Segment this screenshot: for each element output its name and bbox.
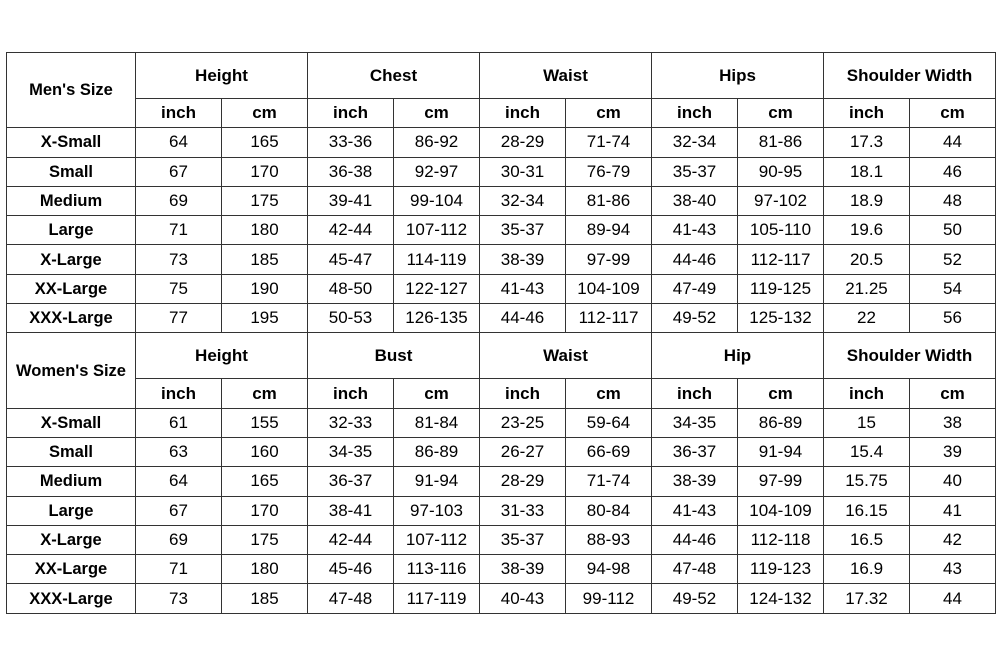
- table-row: [7, 555, 996, 584]
- measurement-cell: 32-33: [308, 408, 394, 437]
- unit-inch-header: inch: [824, 99, 910, 128]
- table-row: [7, 525, 996, 554]
- measurement-cell: 17.32: [824, 584, 910, 613]
- measurement-cell: 112-117: [566, 304, 652, 333]
- measurement-cell: 81-84: [394, 408, 480, 437]
- measurement-cell: 44: [910, 584, 996, 613]
- measurement-cell: 23-25: [480, 408, 566, 437]
- measurement-cell: 61: [136, 408, 222, 437]
- measurement-cell: 31-33: [480, 496, 566, 525]
- unit-inch-header: inch: [308, 99, 394, 128]
- measurement-cell: 18.9: [824, 186, 910, 215]
- measurement-cell: 44-46: [652, 245, 738, 274]
- measurement-cell: 122-127: [394, 274, 480, 303]
- measurement-cell: 38-39: [652, 467, 738, 496]
- men-group-header: Shoulder Width: [824, 53, 996, 99]
- men-group-header: Chest: [308, 53, 480, 99]
- measurement-cell: 42-44: [308, 216, 394, 245]
- measurement-cell: 34-35: [308, 437, 394, 466]
- measurement-cell: 67: [136, 157, 222, 186]
- measurement-cell: 20.5: [824, 245, 910, 274]
- measurement-cell: 36-37: [308, 467, 394, 496]
- women-group-header: Shoulder Width: [824, 333, 996, 379]
- measurement-cell: 165: [222, 128, 308, 157]
- size-name-cell: X-Small: [7, 128, 136, 157]
- table-row: [7, 274, 996, 303]
- men-size-header: Men's Size: [7, 53, 136, 128]
- size-name-cell: Large: [7, 496, 136, 525]
- measurement-cell: 80-84: [566, 496, 652, 525]
- measurement-cell: 35-37: [652, 157, 738, 186]
- table-row: [7, 584, 996, 613]
- size-name-cell: Small: [7, 437, 136, 466]
- measurement-cell: 42-44: [308, 525, 394, 554]
- measurement-cell: 125-132: [738, 304, 824, 333]
- measurement-cell: 104-109: [566, 274, 652, 303]
- measurement-cell: 36-38: [308, 157, 394, 186]
- measurement-cell: 180: [222, 555, 308, 584]
- measurement-cell: 19.6: [824, 216, 910, 245]
- table-row: [7, 437, 996, 466]
- size-name-cell: XXX-Large: [7, 584, 136, 613]
- measurement-cell: 45-47: [308, 245, 394, 274]
- measurement-cell: 119-125: [738, 274, 824, 303]
- measurement-cell: 44-46: [652, 525, 738, 554]
- unit-cm-header: cm: [738, 379, 824, 408]
- men-group-header: Hips: [652, 53, 824, 99]
- measurement-cell: 81-86: [566, 186, 652, 215]
- measurement-cell: 104-109: [738, 496, 824, 525]
- measurement-cell: 92-97: [394, 157, 480, 186]
- measurement-cell: 35-37: [480, 216, 566, 245]
- measurement-cell: 48-50: [308, 274, 394, 303]
- measurement-cell: 117-119: [394, 584, 480, 613]
- measurement-cell: 165: [222, 467, 308, 496]
- measurement-cell: 16.9: [824, 555, 910, 584]
- measurement-cell: 45-46: [308, 555, 394, 584]
- measurement-cell: 175: [222, 186, 308, 215]
- measurement-cell: 16.5: [824, 525, 910, 554]
- measurement-cell: 99-112: [566, 584, 652, 613]
- measurement-cell: 38-41: [308, 496, 394, 525]
- table-row: [7, 128, 996, 157]
- measurement-cell: 90-95: [738, 157, 824, 186]
- measurement-cell: 40: [910, 467, 996, 496]
- women-group-header-row: [7, 333, 996, 379]
- measurement-cell: 64: [136, 467, 222, 496]
- table-row: [7, 304, 996, 333]
- measurement-cell: 76-79: [566, 157, 652, 186]
- measurement-cell: 170: [222, 157, 308, 186]
- measurement-cell: 63: [136, 437, 222, 466]
- measurement-cell: 67: [136, 496, 222, 525]
- measurement-cell: 41-43: [652, 216, 738, 245]
- unit-inch-header: inch: [652, 99, 738, 128]
- women-group-header: Hip: [652, 333, 824, 379]
- measurement-cell: 48: [910, 186, 996, 215]
- size-name-cell: Medium: [7, 186, 136, 215]
- measurement-cell: 18.1: [824, 157, 910, 186]
- women-unit-header-row: [7, 379, 996, 408]
- measurement-cell: 195: [222, 304, 308, 333]
- unit-cm-header: cm: [566, 379, 652, 408]
- women-size-header: Women's Size: [7, 333, 136, 408]
- measurement-cell: 155: [222, 408, 308, 437]
- unit-cm-header: cm: [222, 99, 308, 128]
- measurement-cell: 86-92: [394, 128, 480, 157]
- measurement-cell: 69: [136, 186, 222, 215]
- measurement-cell: 35-37: [480, 525, 566, 554]
- measurement-cell: 66-69: [566, 437, 652, 466]
- measurement-cell: 88-93: [566, 525, 652, 554]
- unit-inch-header: inch: [652, 379, 738, 408]
- measurement-cell: 86-89: [738, 408, 824, 437]
- measurement-cell: 81-86: [738, 128, 824, 157]
- measurement-cell: 44: [910, 128, 996, 157]
- unit-inch-header: inch: [824, 379, 910, 408]
- measurement-cell: 52: [910, 245, 996, 274]
- measurement-cell: 185: [222, 245, 308, 274]
- measurement-cell: 71-74: [566, 128, 652, 157]
- measurement-cell: 15.75: [824, 467, 910, 496]
- table-row: [7, 157, 996, 186]
- measurement-cell: 73: [136, 245, 222, 274]
- measurement-cell: 44-46: [480, 304, 566, 333]
- measurement-cell: 175: [222, 525, 308, 554]
- unit-inch-header: inch: [480, 379, 566, 408]
- measurement-cell: 49-52: [652, 584, 738, 613]
- table-row: [7, 216, 996, 245]
- measurement-cell: 33-36: [308, 128, 394, 157]
- measurement-cell: 22: [824, 304, 910, 333]
- measurement-cell: 59-64: [566, 408, 652, 437]
- measurement-cell: 15.4: [824, 437, 910, 466]
- measurement-cell: 185: [222, 584, 308, 613]
- table-row: [7, 408, 996, 437]
- measurement-cell: 113-116: [394, 555, 480, 584]
- size-name-cell: XXX-Large: [7, 304, 136, 333]
- measurement-cell: 89-94: [566, 216, 652, 245]
- women-group-header: Waist: [480, 333, 652, 379]
- measurement-cell: 73: [136, 584, 222, 613]
- measurement-cell: 77: [136, 304, 222, 333]
- measurement-cell: 17.3: [824, 128, 910, 157]
- unit-inch-header: inch: [136, 379, 222, 408]
- unit-cm-header: cm: [910, 379, 996, 408]
- measurement-cell: 124-132: [738, 584, 824, 613]
- measurement-cell: 28-29: [480, 467, 566, 496]
- size-name-cell: Large: [7, 216, 136, 245]
- measurement-cell: 50: [910, 216, 996, 245]
- measurement-cell: 180: [222, 216, 308, 245]
- size-name-cell: X-Large: [7, 525, 136, 554]
- unit-cm-header: cm: [394, 379, 480, 408]
- measurement-cell: 91-94: [394, 467, 480, 496]
- men-group-header-row: [7, 53, 996, 99]
- measurement-cell: 36-37: [652, 437, 738, 466]
- measurement-cell: 107-112: [394, 216, 480, 245]
- measurement-cell: 41-43: [480, 274, 566, 303]
- men-group-header: Height: [136, 53, 308, 99]
- measurement-cell: 47-49: [652, 274, 738, 303]
- unit-inch-header: inch: [136, 99, 222, 128]
- measurement-cell: 64: [136, 128, 222, 157]
- measurement-cell: 112-117: [738, 245, 824, 274]
- measurement-cell: 38-40: [652, 186, 738, 215]
- measurement-cell: 39-41: [308, 186, 394, 215]
- measurement-cell: 15: [824, 408, 910, 437]
- measurement-cell: 41-43: [652, 496, 738, 525]
- size-name-cell: Small: [7, 157, 136, 186]
- measurement-cell: 50-53: [308, 304, 394, 333]
- measurement-cell: 32-34: [480, 186, 566, 215]
- measurement-cell: 97-99: [566, 245, 652, 274]
- measurement-cell: 47-48: [308, 584, 394, 613]
- men-group-header: Waist: [480, 53, 652, 99]
- size-chart-table: [6, 52, 996, 614]
- size-name-cell: X-Large: [7, 245, 136, 274]
- measurement-cell: 119-123: [738, 555, 824, 584]
- measurement-cell: 71: [136, 555, 222, 584]
- men-unit-header-row: [7, 99, 996, 128]
- measurement-cell: 160: [222, 437, 308, 466]
- measurement-cell: 86-89: [394, 437, 480, 466]
- measurement-cell: 97-102: [738, 186, 824, 215]
- table-row: [7, 496, 996, 525]
- measurement-cell: 26-27: [480, 437, 566, 466]
- measurement-cell: 28-29: [480, 128, 566, 157]
- measurement-cell: 170: [222, 496, 308, 525]
- measurement-cell: 32-34: [652, 128, 738, 157]
- size-name-cell: XX-Large: [7, 274, 136, 303]
- measurement-cell: 190: [222, 274, 308, 303]
- measurement-cell: 112-118: [738, 525, 824, 554]
- measurement-cell: 21.25: [824, 274, 910, 303]
- measurement-cell: 47-48: [652, 555, 738, 584]
- measurement-cell: 49-52: [652, 304, 738, 333]
- unit-inch-header: inch: [308, 379, 394, 408]
- measurement-cell: 30-31: [480, 157, 566, 186]
- measurement-cell: 40-43: [480, 584, 566, 613]
- measurement-cell: 126-135: [394, 304, 480, 333]
- women-group-header: Height: [136, 333, 308, 379]
- measurement-cell: 94-98: [566, 555, 652, 584]
- size-name-cell: X-Small: [7, 408, 136, 437]
- measurement-cell: 16.15: [824, 496, 910, 525]
- size-name-cell: XX-Large: [7, 555, 136, 584]
- measurement-cell: 99-104: [394, 186, 480, 215]
- measurement-cell: 56: [910, 304, 996, 333]
- measurement-cell: 38: [910, 408, 996, 437]
- measurement-cell: 75: [136, 274, 222, 303]
- women-group-header: Bust: [308, 333, 480, 379]
- measurement-cell: 39: [910, 437, 996, 466]
- measurement-cell: 97-103: [394, 496, 480, 525]
- unit-cm-header: cm: [222, 379, 308, 408]
- measurement-cell: 97-99: [738, 467, 824, 496]
- measurement-cell: 42: [910, 525, 996, 554]
- size-name-cell: Medium: [7, 467, 136, 496]
- measurement-cell: 54: [910, 274, 996, 303]
- unit-inch-header: inch: [480, 99, 566, 128]
- table-row: [7, 467, 996, 496]
- measurement-cell: 71: [136, 216, 222, 245]
- measurement-cell: 38-39: [480, 555, 566, 584]
- measurement-cell: 38-39: [480, 245, 566, 274]
- measurement-cell: 69: [136, 525, 222, 554]
- measurement-cell: 41: [910, 496, 996, 525]
- unit-cm-header: cm: [910, 99, 996, 128]
- measurement-cell: 71-74: [566, 467, 652, 496]
- measurement-cell: 46: [910, 157, 996, 186]
- measurement-cell: 114-119: [394, 245, 480, 274]
- table-row: [7, 245, 996, 274]
- measurement-cell: 43: [910, 555, 996, 584]
- unit-cm-header: cm: [394, 99, 480, 128]
- unit-cm-header: cm: [738, 99, 824, 128]
- unit-cm-header: cm: [566, 99, 652, 128]
- measurement-cell: 91-94: [738, 437, 824, 466]
- measurement-cell: 105-110: [738, 216, 824, 245]
- measurement-cell: 107-112: [394, 525, 480, 554]
- table-row: [7, 186, 996, 215]
- measurement-cell: 34-35: [652, 408, 738, 437]
